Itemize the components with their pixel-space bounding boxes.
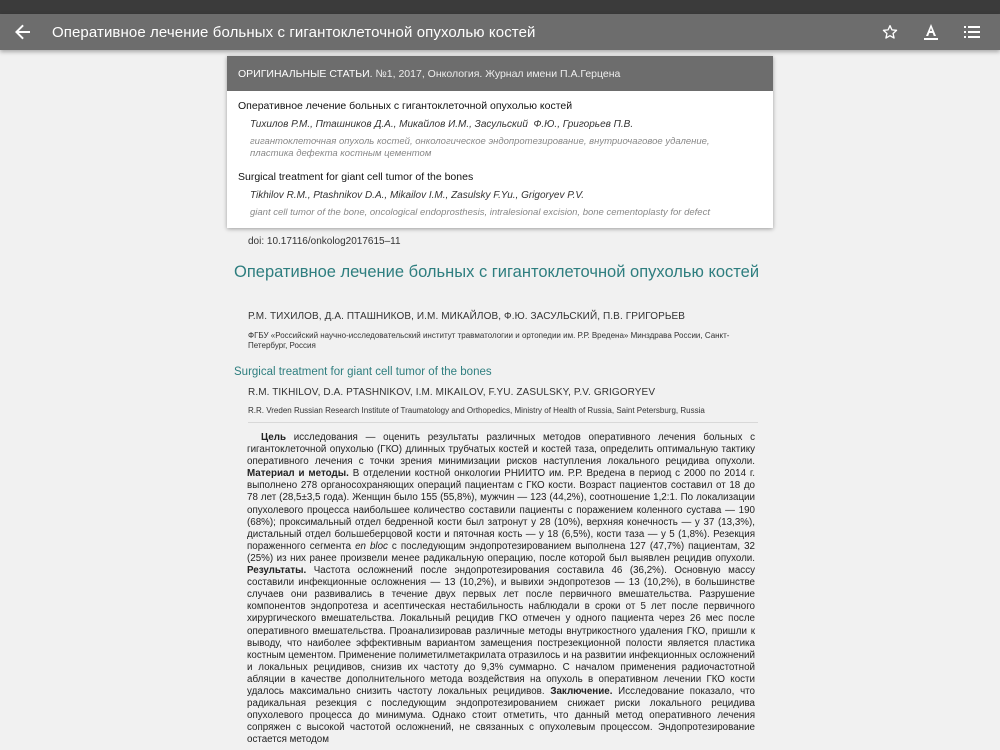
app-bar [0,14,1000,50]
methods-label: Материал и методы. [247,468,349,480]
list-icon [964,25,980,39]
card-keywords-ru [250,136,762,160]
goal-label: Цель [261,432,286,443]
conclusion-label: Заключение. [550,685,613,697]
favorite-button[interactable] [880,22,900,42]
contents-button[interactable] [962,22,982,42]
article-authors-ru: Р.М. ТИХИЛОВ, Д.А. ПТАШНИКОВ, И.М. МИКАЙЛОВ, Ф.Ю. ЗАСУЛЬСКИЙ, П.В. ГРИГОРЬЕВ [248,311,686,322]
card-header [227,56,773,91]
card-authors-ru: Тихилов Р.М., Пташников Д.А., Микайлов И.М., Засульский Ф.Ю., Григорьев П.В. [250,119,634,130]
page-title: Оперативное лечение больных с гигантоклеточной опухолью костей [52,23,536,41]
keywords-ru-line: пластика дефекта костным цементом [250,148,432,159]
methods-text: В отделении костной онкологии РНИИТО им. Р.Р. Вредена в период с 2000 по 2014 г. выполнено 278 органосохраняющих операций пациентам с ГКО кости. Возраст пациентов составил от 18 до 78 лет (28,5±3,5 года). Женщин было 155 (55,8%), мужчин — 123 (44,2%), соотношение 1,2:1. По локализации опухолевого процесса наибольшее количество составили пациенты с поражением коленного сустава — 190 (68%); проксимальный отдел бедренной кости был затронут у 28 (10%), верхняя конечность — у 37 (13,3%), дистальный отдел большеберцовой кости и пяточная кость — у 18 (6,5%), кости таза — у 5 (1,8%). Резекция пораженного сегмента [247,468,755,552]
back-button[interactable] [14,23,32,41]
article-authors-en: R.M. TIKHILOV, D.A. PTASHNIKOV, I.M. MIKAILOV, F.YU. ZASULSKY, P.V. GRIGORYEV [248,387,656,398]
arrow-back-icon [15,24,31,40]
goal-text: исследования — оценить результаты различных методов оперативного лечения больных с гигантоклеточной опухолью (ГКО) длинных трубчатых костей и костей таза, определить оптимальную тактику оперативного лечения с точки зрения минимизации рисков наступления локального рецидива опухоли. [247,432,755,468]
section-label: ОРИГИНАЛЬНЫЕ СТАТЬИ. [238,67,373,80]
card-authors-en: Tikhilov R.M., Ptashnikov D.A., Mikailov I.M., Zasulsky F.Yu., Grigoryev P.V. [250,190,585,201]
conclusion-text: Исследование показало, что радикальная резекция с последующим эндопротезированием снижает риски локального рецидива опухолевого процесса до минимума. Однако стоит отметить, что данный метод оперативного лечения сопряжен с высокой частотой осложнений, не связанных с опухолевым процессом. Эндопротезирование остается методом [247,685,755,746]
star-outline-icon [882,24,898,40]
article-info-card [227,56,773,228]
affiliation-en: R.R. Vreden Russian Research Institute of Traumatology and Orthopedics, Ministry of Health of Russia, Saint Petersburg, Russia [248,406,705,415]
article-title-en: Surgical treatment for giant cell tumor of the bones [234,366,492,378]
enbloc-term: en bloc [355,540,388,552]
methods-text-2: с последующим эндопротезированием выполнена 127 (47,7%) пациентам, 32 (25%) из них ранее произвели менее радикальную операцию, после которой был выявлен рецидив опухоли. [247,540,756,564]
results-text: Частота осложнений после эндопротезирования составила 46 (36,2%). Основную массу составили инфекционные осложнения — 13 (10,2%), и вывихи эндопротезов — 13 (10,2%), в большинстве случаев они развивались в течение двух первых лет после первичного вмешательства. Разрушение компонентов эндопротеза и асептическая нестабильность наблюдали в сроки от 5 лет после первичного хирургического вмешательства. Локальный рецидив ГКО отмечен у одного пациента через 26 мес после оперативного вмешательства. Проанализировав различные методы внутрикостного удаления ГКО, пришли к выводу, что наиболее эффективным вариантом замещения пострезекционной полости является пластика костным цементом. Применение полиметилметакрилата отразилось и на развитии инфекционных осложнений и локальных рецидивов, снизив их частоту до 9,3% суммарно. С началом применения радиочастотной абляции в качестве дополнительного метода воздействия на опухоль в оперативном лечении ГКО кости удалось максимально снизить частоту локальных рецидивов. [247,565,755,697]
card-title-en: Surgical treatment for giant cell tumor of the bones [238,171,474,183]
card-keywords-en: giant cell tumor of the bone, oncological endoprosthesis, intralesional excision, bone cementoplasty for defect [250,207,710,218]
text-format-icon [923,23,939,41]
article-title-ru: Оперативное лечение больных с гигантоклеточной опухолью костей [234,263,760,281]
journal-info: №1, 2017, Онкология. Журнал имени П.А.Герцена [372,67,621,80]
doi-link[interactable]: doi: 10.17116/onkolog2017615–11 [248,236,401,247]
affiliation-ru: ФГБУ «Российский научно-исследовательский институт травматологии и ортопедии им. Р.Р. Вредена» Минздрава России, Санкт-Петербург, Россия [248,331,730,350]
keywords-ru-line: гигантоклеточная опухоль костей, онкологическое эндопротезирование, внутриочаговое удаление, [250,136,710,147]
status-bar [0,0,1000,14]
results-label: Результаты. [247,565,307,577]
card-title-ru: Оперативное лечение больных с гигантоклеточной опухолью костей [238,100,573,112]
abstract [247,432,755,746]
text-size-button[interactable] [921,22,941,42]
article-page[interactable] [0,50,1000,750]
divider [248,422,758,423]
